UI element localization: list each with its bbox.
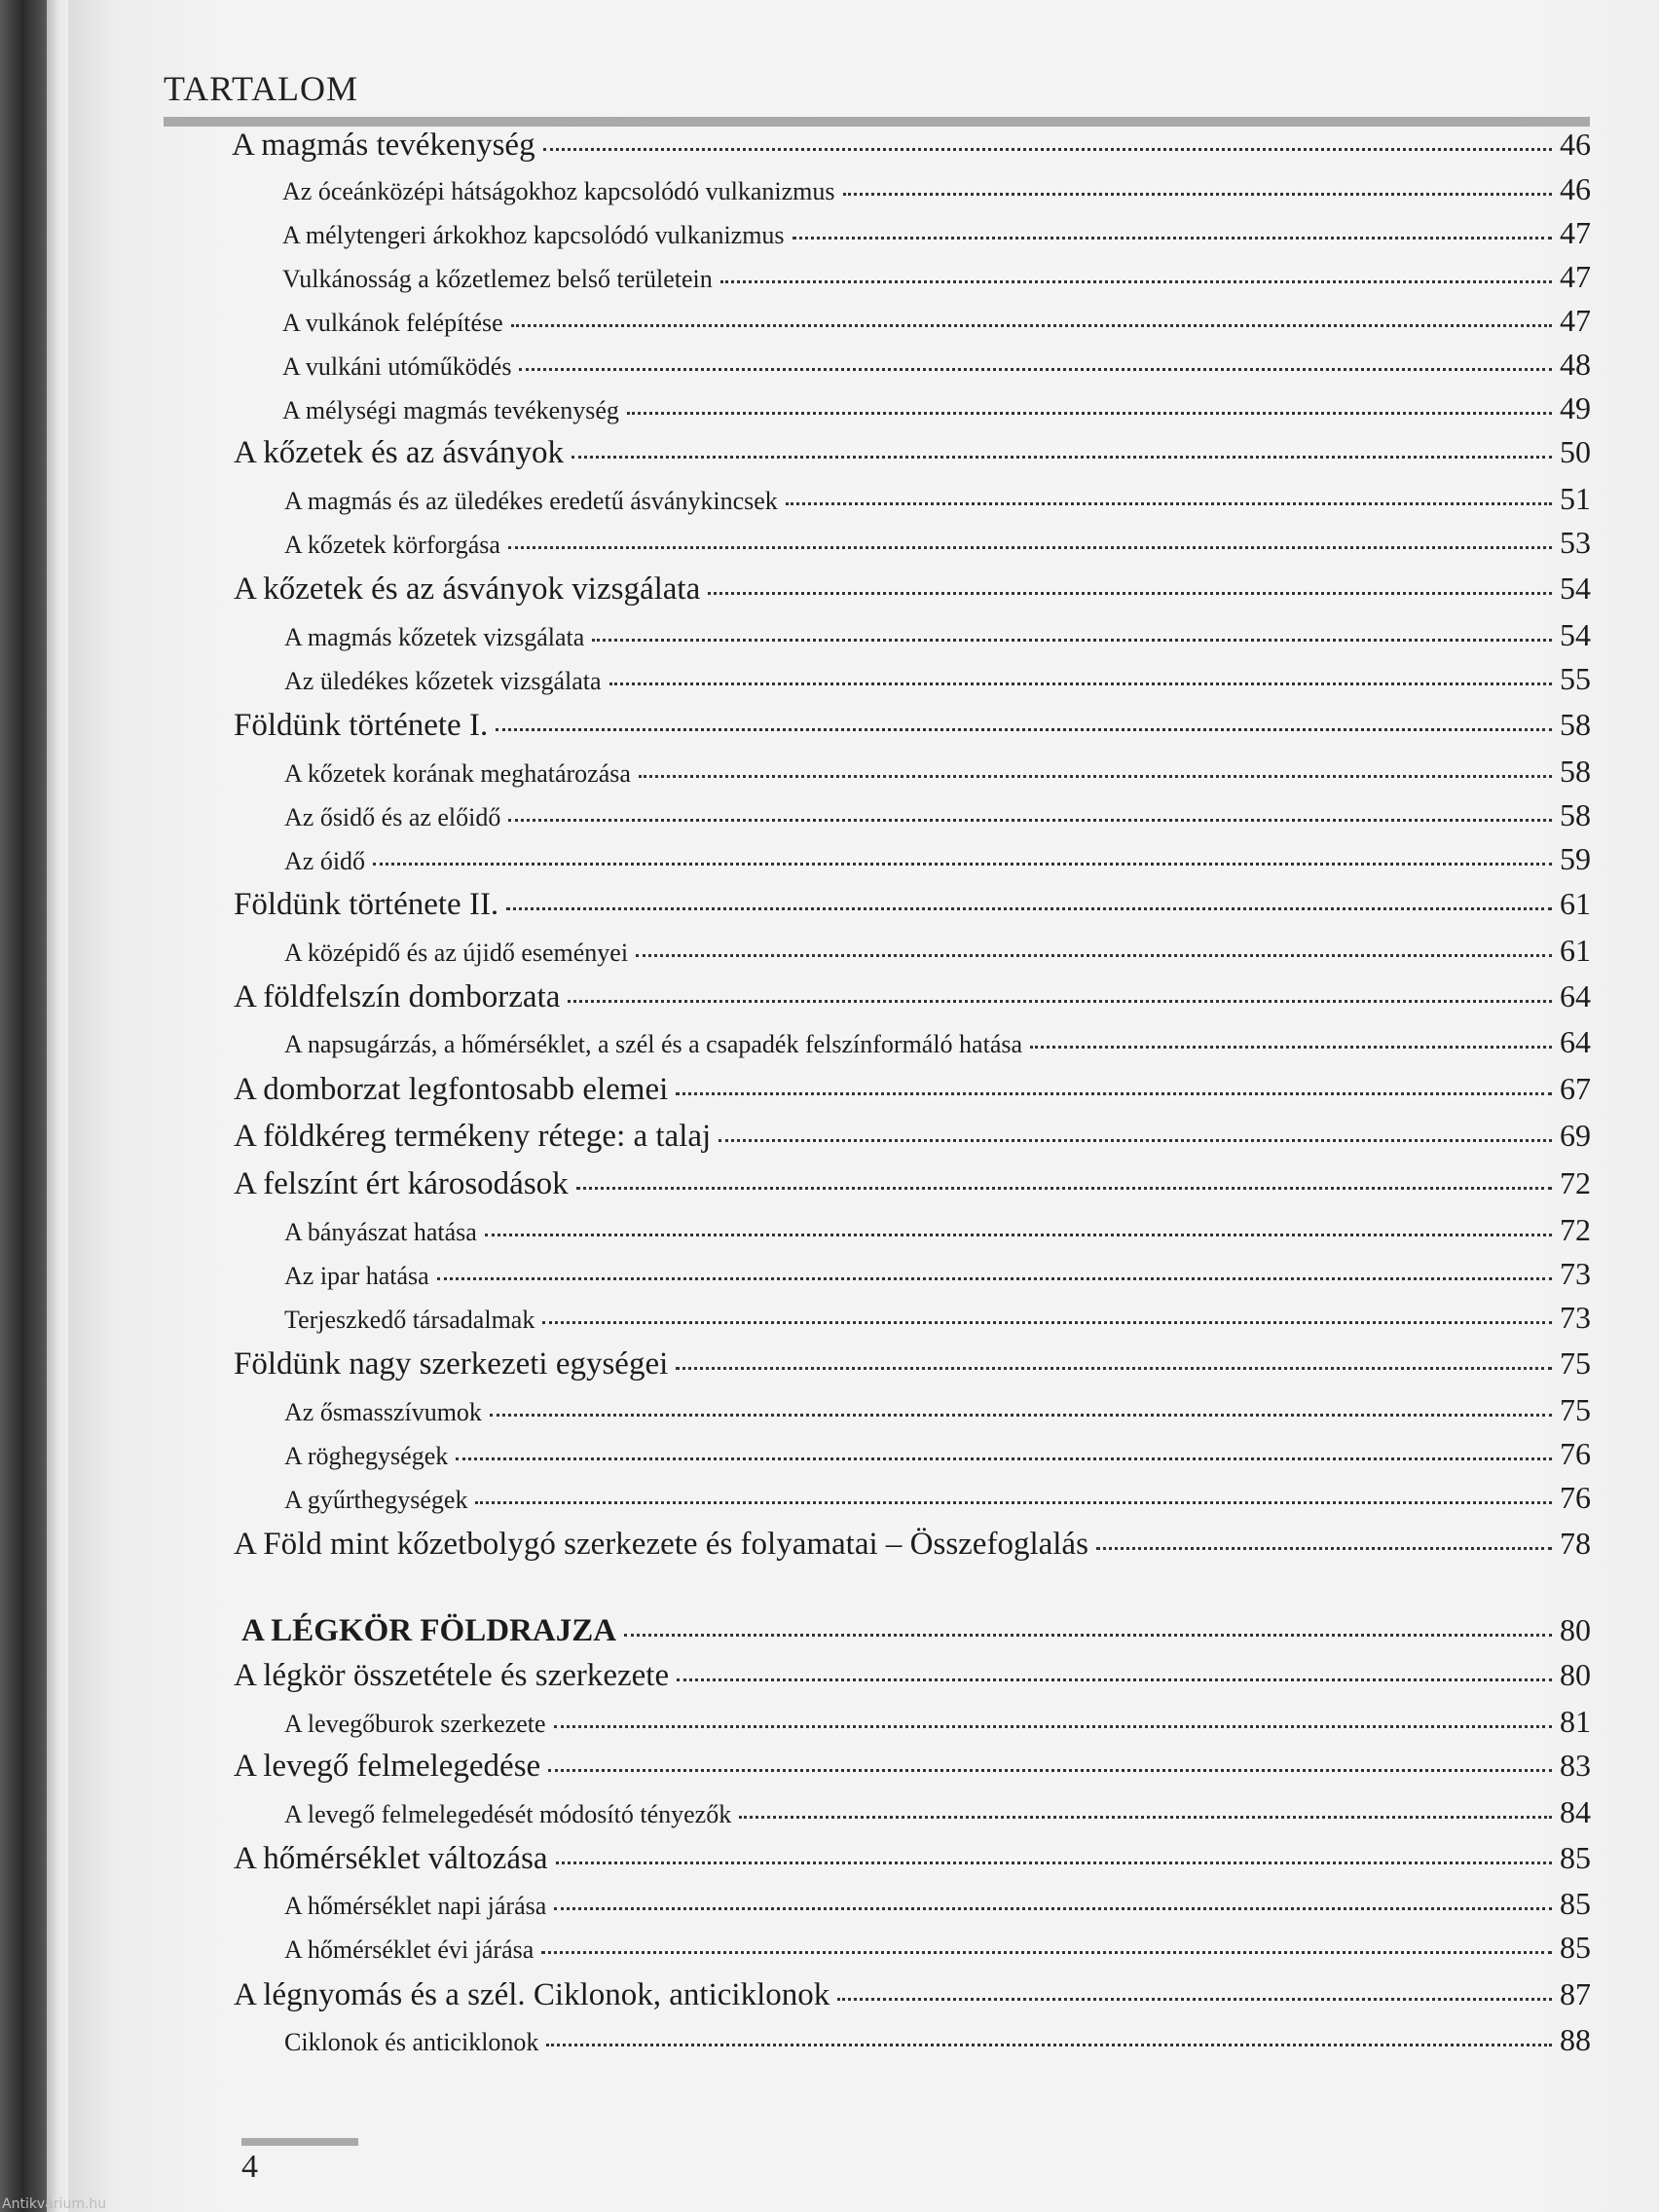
toc-entry-page: 53	[1560, 525, 1591, 560]
toc-entry-page: 72	[1560, 1212, 1591, 1247]
toc-entry	[284, 481, 1591, 522]
dot-leader	[542, 1321, 1552, 1324]
toc-entry-page: 81	[1560, 1704, 1591, 1739]
toc-entry	[284, 1212, 1591, 1253]
dot-leader	[373, 863, 1552, 866]
dot-leader	[456, 1457, 1552, 1460]
toc-entry	[284, 1024, 1591, 1065]
toc-entry	[234, 1748, 1591, 1788]
toc-entry	[284, 841, 1591, 882]
dot-leader	[627, 412, 1552, 415]
toc-entry-page: 58	[1560, 707, 1591, 742]
toc-entry-page: 80	[1560, 1612, 1591, 1647]
toc-entry-page: 55	[1560, 661, 1591, 696]
toc-entry	[234, 1071, 1591, 1112]
toc-entry-title: Az ipar hatása	[284, 1262, 429, 1290]
toc-entry	[284, 617, 1591, 658]
toc-entry-title: A kőzetek és az ásványok	[234, 435, 565, 470]
watermark: Antikvárium.hu	[2, 2196, 107, 2212]
toc-entry-page: 75	[1560, 1346, 1591, 1381]
toc-entry-page: 46	[1560, 127, 1591, 162]
toc-entry-title: A magmás tevékenység	[232, 128, 535, 163]
dot-leader	[519, 368, 1552, 371]
toc-entry-title: A kőzetek és az ásványok vizsgálata	[234, 571, 701, 607]
toc-entry	[234, 1165, 1591, 1206]
toc-entry	[232, 127, 1591, 167]
toc-entry	[234, 1840, 1591, 1881]
dot-leader	[490, 1414, 1552, 1417]
toc-entry-page: 88	[1560, 2022, 1591, 2057]
toc-entry-title: A földfelszín domborzata	[234, 979, 561, 1014]
dot-leader	[511, 324, 1552, 327]
toc-entry-title: Földünk története I.	[234, 708, 489, 743]
toc-entry	[282, 259, 1591, 300]
dot-leader	[739, 1816, 1552, 1819]
toc-entry-title: A levegő felmelegedését módosító tényezők	[284, 1800, 732, 1828]
toc-entry	[284, 1794, 1591, 1835]
dot-leader	[843, 193, 1553, 196]
toc-entry-page: 80	[1560, 1657, 1591, 1692]
page-number: 4	[241, 2149, 258, 2185]
toc-entry	[284, 525, 1591, 566]
toc-entry-page: 73	[1560, 1300, 1591, 1335]
toc-entry-title: A mélytengeri árkokhoz kapcsolódó vulkanizmus	[282, 221, 785, 249]
dot-leader	[576, 1187, 1552, 1190]
dot-leader	[556, 1862, 1552, 1864]
toc-entry	[234, 571, 1591, 611]
toc-entry-title: Az üledékes kőzetek vizsgálata	[284, 667, 602, 695]
toc-entry-page: 50	[1560, 434, 1591, 469]
toc-section-heading	[241, 1612, 1591, 1653]
dot-leader	[475, 1501, 1552, 1504]
toc-entry	[234, 434, 1591, 475]
toc-entry-page: 54	[1560, 617, 1591, 652]
toc-entry	[234, 1118, 1591, 1159]
toc-entry-title: A LÉGKÖR FÖLDRAJZA	[241, 1613, 617, 1648]
dot-leader	[636, 954, 1552, 957]
toc-entry-title: A gyűrthegységek	[284, 1486, 468, 1514]
dot-leader	[506, 907, 1552, 910]
toc-entry-title: A mélységi magmás tevékenység	[282, 396, 619, 424]
dot-leader	[592, 639, 1552, 642]
toc-entry-title: A légkör összetétele és szerkezete	[234, 1658, 670, 1693]
toc-entry-page: 61	[1560, 886, 1591, 921]
dot-leader	[508, 819, 1552, 822]
toc-entry-title: A domborzat legfontosabb elemei	[234, 1072, 669, 1107]
dot-leader	[571, 456, 1552, 459]
toc-entry-title: A kőzetek korának meghatározása	[284, 759, 631, 788]
toc-entry-title: Terjeszkedő társadalmak	[284, 1306, 535, 1334]
toc-entry-page: 49	[1560, 390, 1591, 425]
toc-entry-title: A vulkáni utóműködés	[282, 352, 512, 381]
toc-entry	[284, 1480, 1591, 1521]
toc-entry-page: 47	[1560, 303, 1591, 338]
toc-entry	[234, 886, 1591, 927]
toc-entry-page: 85	[1560, 1840, 1591, 1875]
dot-leader	[677, 1678, 1552, 1681]
toc-entry-title: A középidő és az újidő eseményei	[284, 939, 629, 967]
dot-leader	[496, 728, 1552, 731]
toc-entry-title: Földünk nagy szerkezeti egységei	[234, 1346, 669, 1382]
dot-leader	[720, 280, 1552, 283]
dot-leader	[676, 1092, 1552, 1095]
toc-entry-page: 73	[1560, 1256, 1591, 1291]
toc-entry	[284, 797, 1591, 838]
dot-leader	[639, 775, 1552, 778]
dot-leader	[719, 1139, 1552, 1142]
toc-entry-page: 46	[1560, 171, 1591, 206]
dot-leader	[624, 1634, 1552, 1637]
toc-entry-page: 85	[1560, 1886, 1591, 1921]
dot-leader	[554, 1907, 1552, 1910]
toc-entry-title: A vulkánok felépítése	[282, 309, 503, 337]
dot-leader	[1030, 1046, 1552, 1049]
toc-entry	[284, 1886, 1591, 1927]
dot-leader	[437, 1277, 1552, 1280]
toc-entry	[234, 1976, 1591, 2017]
dot-leader	[541, 1951, 1552, 1954]
dot-leader	[793, 237, 1552, 240]
toc-entry-title: A levegő felmelegedése	[234, 1749, 541, 1784]
toc-entry	[234, 1526, 1591, 1567]
toc-entry-title: A napsugárzás, a hőmérséklet, a szél és a csapadék felszínformáló hatása	[284, 1030, 1023, 1058]
toc-entry	[284, 661, 1591, 702]
toc-entry-title: A hőmérséklet napi járása	[284, 1892, 547, 1920]
toc-entry-title: A röghegységek	[284, 1442, 449, 1470]
toc-entry-page: 58	[1560, 797, 1591, 832]
toc-entry	[282, 390, 1591, 431]
toc-entry-title: Vulkánosság a kőzetlemez belső területein	[282, 265, 713, 293]
dot-leader	[548, 1769, 1552, 1772]
dot-leader	[543, 148, 1552, 151]
dot-leader	[485, 1234, 1552, 1236]
dot-leader	[708, 592, 1552, 595]
toc-entry-title: Az óceánközépi hátságokhoz kapcsolódó vulkanizmus	[282, 177, 835, 205]
dot-leader	[609, 682, 1552, 685]
footer-rule	[241, 2138, 358, 2146]
toc-entry-page: 47	[1560, 259, 1591, 294]
toc-entry-page: 47	[1560, 215, 1591, 250]
toc-entry-page: 61	[1560, 933, 1591, 968]
toc-entry-title: Ciklonok és anticiklonok	[284, 2028, 539, 2056]
dot-leader	[786, 502, 1552, 505]
dot-leader	[554, 1725, 1552, 1728]
toc-entry-title: A légnyomás és a szél. Ciklonok, anticiklonok	[234, 1977, 830, 2012]
toc-entry	[282, 171, 1591, 212]
toc-entry-title: Az óidő	[284, 847, 366, 875]
toc-entry	[234, 978, 1591, 1019]
dot-leader	[568, 1000, 1552, 1003]
toc-entry-page: 76	[1560, 1436, 1591, 1471]
toc-entry	[234, 707, 1591, 748]
dot-leader	[1096, 1547, 1552, 1550]
toc-entry	[282, 347, 1591, 387]
toc-entry-title: A Föld mint kőzetbolygó szerkezete és folyamatai – Összefoglalás	[234, 1527, 1088, 1562]
toc-entry-page: 72	[1560, 1165, 1591, 1200]
toc-entry-page: 58	[1560, 754, 1591, 789]
toc-entry-page: 64	[1560, 978, 1591, 1014]
toc-entry-page: 54	[1560, 571, 1591, 606]
toc-entry-title: A hőmérséklet évi járása	[284, 1936, 535, 1964]
toc-entry-page: 51	[1560, 481, 1591, 516]
dot-leader	[508, 546, 1552, 549]
toc-entry	[284, 1300, 1591, 1341]
toc-entry-page: 48	[1560, 347, 1591, 382]
toc-entry-page: 59	[1560, 841, 1591, 876]
toc-entry-title: A magmás és az üledékes eredetű ásványkincsek	[284, 487, 778, 515]
toc-entry	[284, 1930, 1591, 1971]
toc-entry	[284, 754, 1591, 794]
dot-leader	[837, 1998, 1552, 2001]
toc-entry-page: 85	[1560, 1930, 1591, 1965]
toc-entry	[234, 1346, 1591, 1386]
toc-entry-title: A levegőburok szerkezete	[284, 1710, 546, 1738]
toc-entry-title: A földkéreg termékeny rétege: a talaj	[234, 1119, 712, 1154]
toc-entry	[284, 1256, 1591, 1297]
toc-entry-title: A bányászat hatása	[284, 1218, 477, 1246]
toc-entry-page: 75	[1560, 1392, 1591, 1427]
toc-entry	[234, 1657, 1591, 1698]
toc-entry	[284, 933, 1591, 974]
running-header: TARTALOM	[164, 69, 359, 108]
toc-entry-title: Az ősmasszívumok	[284, 1398, 482, 1426]
toc-entry-page: 84	[1560, 1794, 1591, 1829]
toc-entry-page: 69	[1560, 1118, 1591, 1153]
dot-leader	[676, 1367, 1552, 1370]
toc-entry	[284, 1704, 1591, 1745]
toc-entry-page: 83	[1560, 1748, 1591, 1783]
toc-entry-page: 64	[1560, 1024, 1591, 1059]
toc-entry	[282, 215, 1591, 256]
toc-entry	[284, 2022, 1591, 2063]
toc-entry	[284, 1436, 1591, 1477]
toc-entry-title: Az ősidő és az előidő	[284, 803, 501, 831]
toc-entry-title: A kőzetek körforgása	[284, 531, 500, 559]
toc-entry-page: 78	[1560, 1526, 1591, 1561]
toc-entry-title: Földünk története II.	[234, 887, 499, 922]
toc-entry-title: A felszínt ért károsodások	[234, 1166, 569, 1201]
toc-entry-page: 87	[1560, 1976, 1591, 2011]
toc-entry-title: A magmás kőzetek vizsgálata	[284, 623, 585, 651]
toc-entry-page: 76	[1560, 1480, 1591, 1515]
dot-leader	[546, 2044, 1552, 2046]
toc-entry-page: 67	[1560, 1071, 1591, 1106]
toc-entry	[282, 303, 1591, 344]
toc-entry	[284, 1392, 1591, 1433]
toc-entry-title: A hőmérséklet változása	[234, 1841, 548, 1876]
